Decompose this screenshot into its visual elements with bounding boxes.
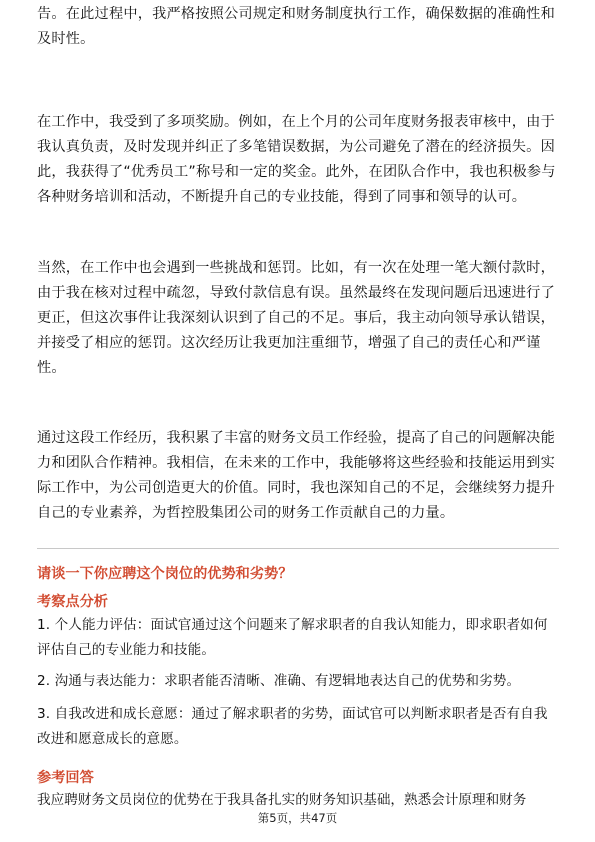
analysis-item-2: 2. 沟通与表达能力：求职者能否清晰、准确、有逻辑地表达自己的优势和劣势。: [37, 673, 521, 689]
paragraph-3: 当然，在工作中也会遇到一些挑战和惩罚。比如，有一次在处理一笔大额付款时，由于我在核对过程中疏忽，导致付款信息有误。虽然最终在发现问题后迅速进行了更正，但这次事件让我深刻认识到了自己的不足。事后，我主动向领导承认错误，并接受了相应的惩罚。这次经历让我更加注重细节，增强了自己的责任心和严谨性。: [37, 260, 555, 376]
page-number: 第5页，共47页: [257, 811, 338, 825]
reference-heading: 参考回答: [37, 770, 94, 786]
paragraph-1: 告。在此过程中，我严格按照公司规定和财务制度执行工作，确保数据的准确性和及时性。: [37, 6, 555, 47]
paragraph-2: 在工作中，我受到了多项奖励。例如，在上个月的公司年度财务报表审核中，由于我认真负责，及时发现并纠正了多笔错误数据，为公司避免了潜在的经济损失。因此，我获得了“优秀员工”称号和一定的奖金。此外，在团队合作中，我也积极参与各种财务培训和活动，不断提升自己的专业技能，得到了同事和领导的认可。: [37, 114, 556, 205]
analysis-item-3: 3. 自我改进和成长意愿：通过了解求职者的劣势，面试官可以判断求职者是否有自我改进和愿意成长的意愿。: [37, 706, 548, 747]
analysis-item-1: 1. 个人能力评估：面试官通过这个问题来了解求职者的自我认知能力，即求职者如何评估自己的专业能力和技能。: [37, 617, 548, 658]
interview-question: 请谈一下你应聘这个岗位的优势和劣势？: [37, 566, 293, 582]
paragraph-4: 通过这段工作经历，我积累了丰富的财务文员工作经验，提高了自己的问题解决能力和团队合作精神。我相信，在未来的工作中，我能够将这些经验和技能运用到实际工作中，为公司创造更大的价值。同时，我也深知自己的不足，会继续努力提升自己的专业素养，为哲控股集团公司的财务工作贡献自己的力量。: [37, 430, 555, 521]
reference-answer: 我应聘财务文员岗位的优势在于我具备扎实的财务知识基础，熟悉会计原理和财务: [37, 792, 527, 808]
analysis-heading: 考察点分析: [37, 594, 108, 610]
section-divider: [37, 548, 559, 549]
